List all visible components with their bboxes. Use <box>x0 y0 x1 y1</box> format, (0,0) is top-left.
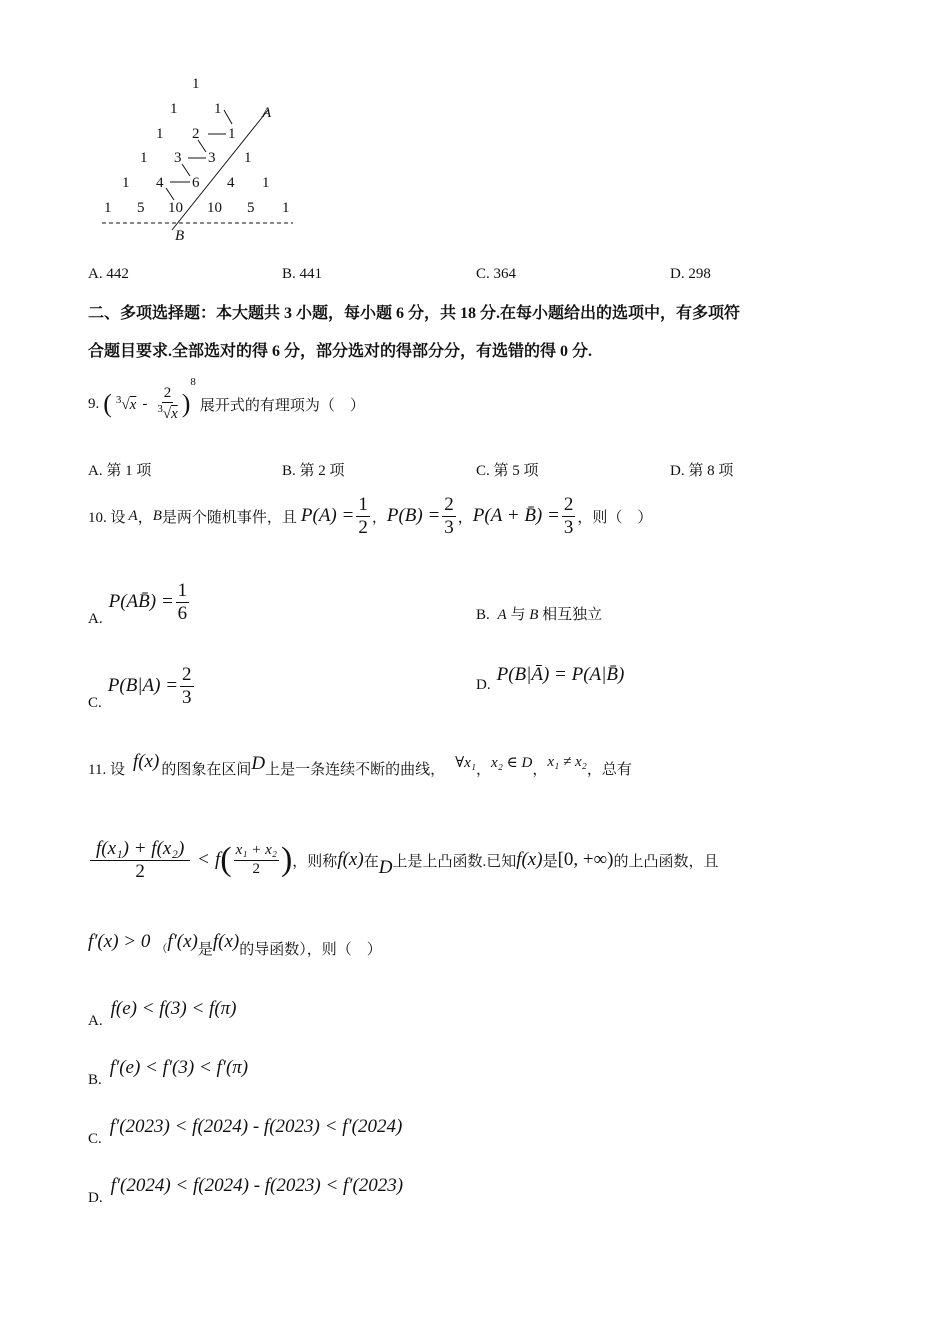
q11-interval: [0, +∞) <box>557 849 614 870</box>
q10-opt-b-label: B. <box>476 607 490 623</box>
q11-opt-a-expr: f(e) < f(3) < f(π) <box>110 998 237 1019</box>
q10-pa-num: 1 <box>358 493 368 515</box>
q10-opt-c-expr: P(B|A) = <box>107 675 179 696</box>
q9-left-paren: ( <box>103 389 112 418</box>
q9-exponent: 8 <box>190 376 196 388</box>
q11-option-d <box>88 1171 403 1207</box>
tri-r3-c2: 3 <box>208 150 216 166</box>
q9-frac-num: 2 <box>162 385 174 403</box>
tri-r5-c1: 5 <box>137 200 145 216</box>
section2-line2: 合题目要求.全部选对的得 6 分，部分选对的得部分分，有选错的得 0 分. <box>88 343 593 360</box>
q10-opt-a-num: 1 <box>177 579 188 601</box>
q10-pab-num: 2 <box>563 493 574 515</box>
q10-pb-den: 3 <box>444 516 454 538</box>
q10-option-d <box>476 664 625 694</box>
tri-r5-c4: 5 <box>247 200 255 216</box>
q9-option-c: C. 第 5 项 <box>476 463 539 479</box>
tri-r5-c5: 1 <box>282 200 290 216</box>
q10-opt-b-text2: 相互独立 <box>542 607 603 623</box>
q11-option-b <box>88 1053 248 1089</box>
q11-fx-3: f(x) <box>516 849 543 870</box>
q10-opt-a-label: A. <box>88 611 103 627</box>
q11-ineq-left-num: f(x₁) + f(x₂) <box>90 838 190 861</box>
q11-text9: 的导函数），则（ ） <box>239 941 382 958</box>
q11-opt-b-label: B. <box>88 1072 102 1088</box>
q11-forall: ∀x₁ <box>455 754 477 771</box>
arrow-1 <box>224 110 232 124</box>
q11-fx: f(x) <box>132 751 160 772</box>
q8-option-c: C. 364 <box>476 266 517 282</box>
q9-minus: - <box>142 395 148 412</box>
tri-r1-c1: 1 <box>214 101 222 117</box>
tri-r1-c0: 1 <box>170 101 178 117</box>
q10-text: 是两个随机事件，且 <box>161 509 297 526</box>
pascal-triangle-figure <box>90 72 310 252</box>
q10-event-b: B <box>152 507 162 524</box>
tri-r3-c0: 1 <box>140 150 148 166</box>
q10-option-b <box>476 603 602 624</box>
q11-text3: ，则称 <box>292 853 338 870</box>
q9-option-d: D. 第 8 项 <box>670 463 734 479</box>
label-a: A <box>262 105 272 121</box>
q8-option-a: A. 442 <box>88 266 129 282</box>
tri-r4-c4: 1 <box>262 175 270 191</box>
tri-r5-c0: 1 <box>104 200 112 216</box>
q10-pb: P(B) = <box>386 505 441 526</box>
tri-r4-c3: 4 <box>227 175 235 191</box>
q11-fprime: f′(x) <box>167 931 198 952</box>
q11-opt-c-expr: f′(2023) < f(2024) - f(2023) < f′(2024) <box>109 1116 403 1137</box>
q10-opt-b-text1: 与 <box>510 607 526 623</box>
q10-opt-c-num: 2 <box>182 663 192 685</box>
q10-option-c <box>88 660 196 712</box>
triangle-lines <box>90 72 310 252</box>
q10-pab-den: 3 <box>563 516 574 538</box>
q10-opt-a-den: 6 <box>177 602 188 624</box>
q10-opt-b-b: B <box>529 607 539 623</box>
q11-tail1: ，总有 <box>586 761 632 778</box>
q9-stem <box>88 376 365 432</box>
q11-ineq-right-num: x₁ + x₂ <box>234 842 279 860</box>
section2-line1: 二、多项选择题：本大题共 3 小题，每小题 6 分，共 18 分.在每小题给出的选项中，有多项符 <box>88 305 741 322</box>
tri-r2-c2: 1 <box>228 126 236 142</box>
q10-opt-d-label: D. <box>476 677 491 693</box>
q9-number: 9. <box>88 395 100 412</box>
q11-stem-line2: $\frac{\text{f(x₁) + f(x₂)}}{2}$ < f ( $\frac{\text{x₁ + x₂}}{2}$ ) ，则称 f(x) 在 D 上是上凸函数.已知 f(x) 是 [0, +∞) 的上凸函数，且 <box>88 832 719 888</box>
q11-stem-line1: 11. 设 f(x) 的图象在区间 D 上是一条连续不断的曲线， ∀x₁ ， x₂ ∈ D ， x₁ ≠ x₂ ，总有 <box>88 751 632 778</box>
q10-opt-b-a: A <box>497 607 507 623</box>
q9-cuberoot-x <box>116 394 136 414</box>
q11-neq: x₁ ≠ x₂ <box>547 753 587 770</box>
q10-event-a: A <box>128 507 138 524</box>
q11-opt-a-label: A. <box>88 1013 103 1029</box>
q10-option-a <box>88 576 191 628</box>
tri-r5-c3: 10 <box>207 200 222 216</box>
q11-f: f <box>214 849 221 870</box>
q9-frac-den: $^3$√x <box>157 403 178 422</box>
q10-pb-frac <box>442 494 456 539</box>
arrow-5 <box>182 164 190 176</box>
q11-ineq-right-den: 2 <box>252 860 261 877</box>
q10-pab: P(A + B̄) = <box>472 505 560 526</box>
q10-number: 10. 设 <box>88 509 126 526</box>
q11-option-a <box>88 994 237 1030</box>
q11-x2-in-d: x₂ ∈ D <box>491 754 533 771</box>
q11-ineq-left-den: 2 <box>135 860 145 882</box>
q11-text1: 的图象在区间 <box>161 761 252 778</box>
q11-text7: 的上凸函数，且 <box>613 853 719 870</box>
q9-var: x <box>129 397 137 413</box>
q11-text6: 是 <box>542 853 558 870</box>
q8-option-b: B. 441 <box>282 266 323 282</box>
tri-r4-c2: 6 <box>192 175 200 191</box>
label-b: B <box>175 228 185 244</box>
q11-opt-b-expr: f′(e) < f′(3) < f′(π) <box>109 1057 249 1078</box>
q10-tail: ，则（ ） <box>577 509 653 526</box>
q11-text2: 上是一条连续不断的曲线， <box>265 761 446 778</box>
q11-domain-d-2: D <box>378 857 393 878</box>
q9-option-a: A. 第 1 项 <box>88 463 152 479</box>
tri-r0-c0: 1 <box>192 76 200 92</box>
q11-stem-line3 <box>88 930 382 966</box>
q11-opt-c-label: C. <box>88 1131 102 1147</box>
q10-opt-d-expr: P(B|Ā) = P(A|B̄) <box>496 664 625 685</box>
q11-lt: < <box>198 849 209 870</box>
q9-option-b: B. 第 2 项 <box>282 463 345 479</box>
q9-right-paren: ) <box>181 389 191 418</box>
q10-pb-num: 2 <box>444 493 454 515</box>
q10-stem: 10. 设 A ， B 是两个随机事件，且 P(A) = $\frac{1}{2}$ ， P(B) = $\frac{2}{3}$ ， P(A + B̄) = $\frac{2}{3}$ ，则（ ） <box>88 493 653 538</box>
radical-icon: √ <box>121 397 130 413</box>
q10-pa: P(A) = <box>300 505 355 526</box>
q11-opt-d-expr: f′(2024) < f(2024) - f(2023) < f′(2023) <box>110 1175 404 1196</box>
q11-option-c <box>88 1112 402 1148</box>
q11-text8: 是 <box>197 941 213 958</box>
q11-text5: 上是上凸函数.已知 <box>392 853 517 870</box>
q11-ineq-left <box>90 838 190 883</box>
tri-r3-c3: 1 <box>244 150 252 166</box>
q11-deriv-cond: f′(x) > 0 <box>88 931 151 952</box>
q11-number: 11. 设 <box>88 761 125 778</box>
q10-pa-frac <box>356 494 370 539</box>
q11-opt-d-label: D. <box>88 1190 103 1206</box>
q11-ineq-right <box>234 842 279 878</box>
q10-opt-c-frac <box>180 664 194 709</box>
q11-fx-4: f(x) <box>212 931 240 952</box>
q9-fraction <box>155 385 179 424</box>
q11-domain-d: D <box>251 753 266 774</box>
tri-r4-c1: 4 <box>156 175 164 191</box>
q11-paren-open: （ <box>156 943 168 955</box>
q10-opt-c-label: C. <box>88 695 102 711</box>
q10-pab-frac <box>562 494 576 539</box>
tri-r2-c1: 2 <box>192 126 200 142</box>
tri-r5-c2: 10 <box>168 200 183 216</box>
q10-opt-c-den: 3 <box>182 686 192 708</box>
tri-r4-c0: 1 <box>122 175 130 191</box>
q11-fx-2: f(x) <box>337 849 364 870</box>
q10-opt-a-frac <box>176 580 190 625</box>
q8-option-d: D. 298 <box>670 266 711 282</box>
q11-text4: 在 <box>363 853 379 870</box>
q10-opt-a-expr: P(AB̄) = <box>108 591 174 612</box>
q9-tail: 展开式的有理项为（ ） <box>199 397 365 414</box>
q10-pa-den: 2 <box>358 516 368 538</box>
tri-r3-c1: 3 <box>174 150 182 166</box>
q9-root-index: 3 <box>115 394 122 406</box>
q10-sep: ， <box>137 509 153 526</box>
tri-r2-c0: 1 <box>156 126 164 142</box>
arrow-7 <box>166 188 174 200</box>
